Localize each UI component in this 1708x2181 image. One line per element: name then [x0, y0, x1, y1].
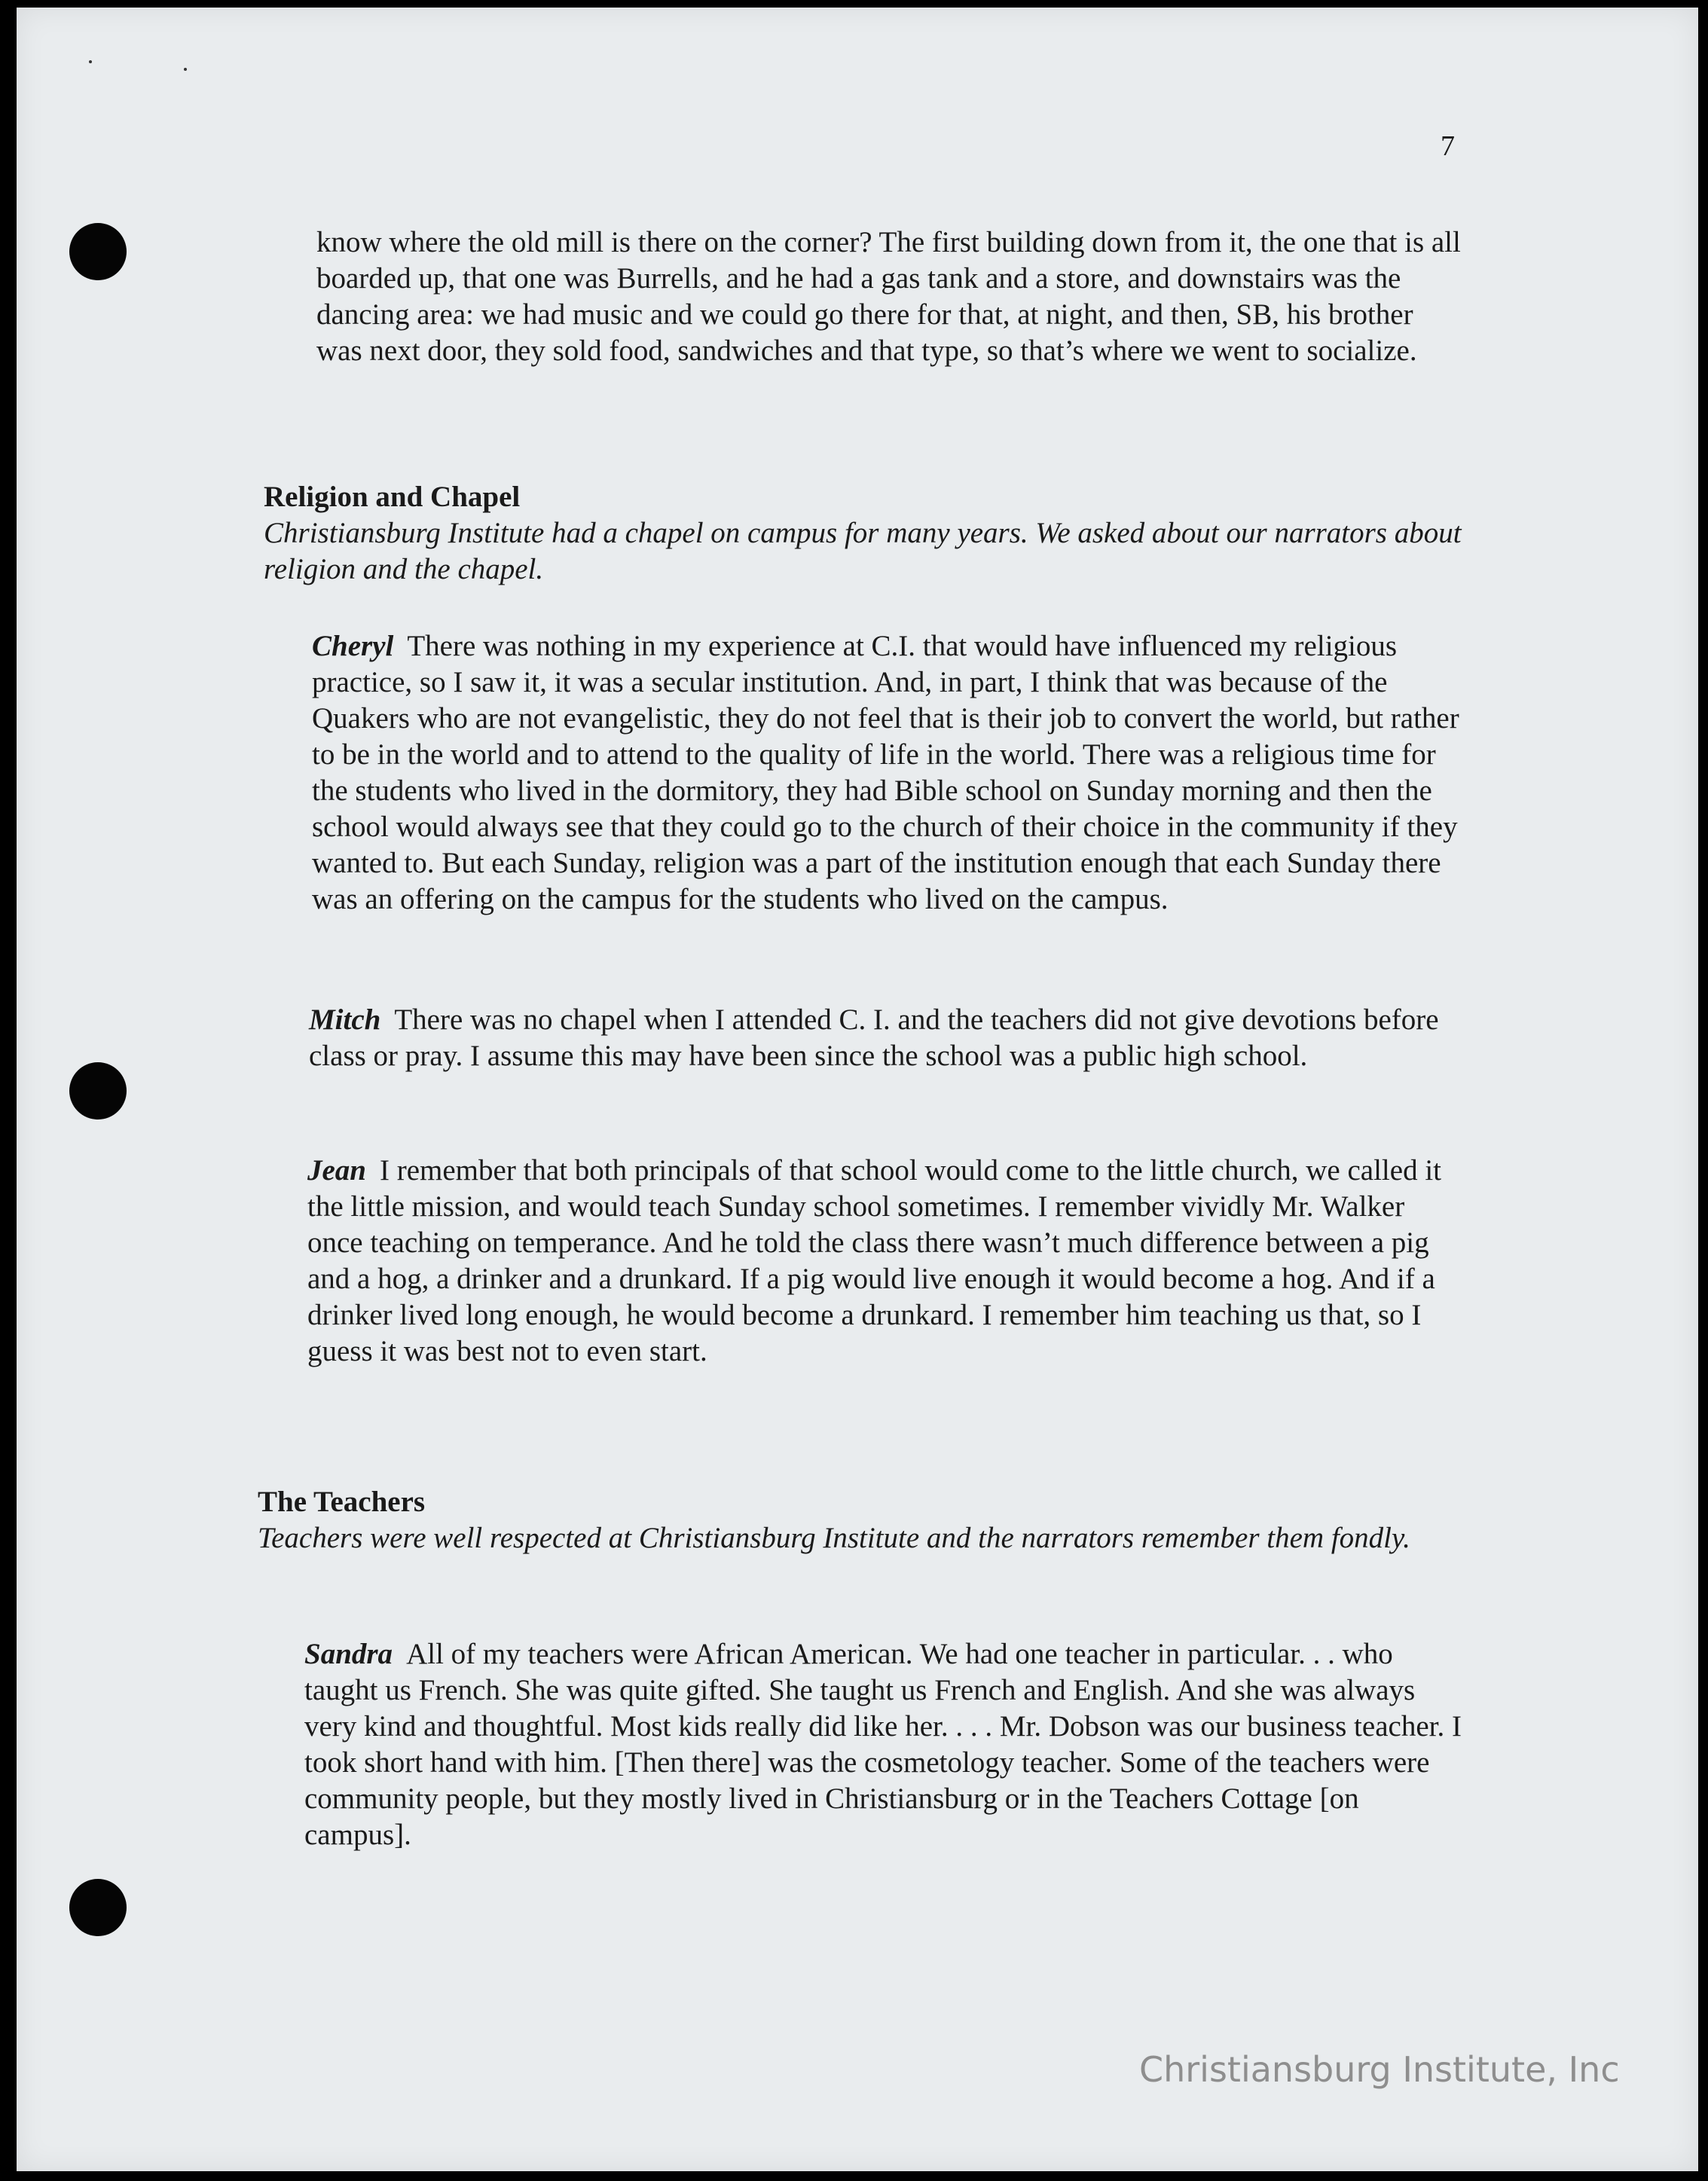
speaker-name: Mitch: [309, 1003, 381, 1036]
speaker-name: Jean: [307, 1154, 366, 1187]
watermark: Christiansburg Institute, Inc: [1139, 2049, 1620, 2090]
dust-speck: [89, 60, 92, 63]
quote-text: There was no chapel when I attended C. I. and the teachers did not give devotions before class or pray. I assume this may have been since the school was a public high school.: [309, 1003, 1439, 1072]
punch-hole-middle: [69, 1062, 127, 1120]
quote-block: [304, 1636, 1462, 1853]
quote-text: All of my teachers were African American. We had one teacher in particular. . . who taught us French. She was quite gifted. She taught us French and English. And she was always very kind and thoughtful. Most kids really did like her. . . . Mr. Dobson was our business teacher. I took short hand with him. [Then there] was the cosmetology teacher. Some of the teachers were community people, but they mostly lived in Christiansburg or in the Teachers Cottage [on campus].: [304, 1638, 1462, 1851]
speaker-name: Sandra: [304, 1638, 393, 1670]
speaker-name: Cheryl: [312, 630, 394, 662]
section-intro: Christiansburg Institute had a chapel on campus for many years. We asked about our narrators about religion and the chapel.: [264, 517, 1462, 585]
document-page: [17, 8, 1698, 2171]
quote-block: [312, 628, 1462, 918]
quote-paragraph: [312, 628, 1462, 918]
quote-text: There was nothing in my experience at C.I. that would have influenced my religious practice, so I saw it, it was a secular institution. And, in part, I think that was because of the Quakers who are not evangelistic, they do not feel that is their job to convert the world, but rather to be in the world and to attend to the quality of life in the world. There was a religious time for the students who lived in the dormitory, they had Bible school on Sunday morning and then the school would always see that they could go to the church of their choice in the community if they wanted to. But each Sunday, religion was a part of the institution enough that each Sunday there was an offering on the campus for the students who lived on the campus.: [312, 630, 1459, 915]
quote-text: I remember that both principals of that school would come to the little church, we called it the little mission, and would teach Sunday school sometimes. I remember vividly Mr. Walker once teaching on temperance. And he told the class there wasn’t much difference between a pig and a hog, a drinker and a drunkard. If a pig would live enough it would become a hog. And if a drinker lived long enough, he would become a drunkard. I remember him teaching us that, so I guess it was best not to even start.: [307, 1154, 1441, 1367]
section-religion-header: [264, 479, 1462, 588]
opening-paragraph-block: [316, 225, 1462, 369]
section-teachers-header: [258, 1484, 1462, 1556]
section-heading: The Teachers: [258, 1486, 426, 1518]
punch-hole-bottom: [69, 1879, 127, 1936]
page-number: 7: [1441, 130, 1455, 162]
section-heading: Religion and Chapel: [264, 481, 521, 513]
punch-hole-top: [69, 223, 127, 280]
quote-paragraph: [309, 1002, 1462, 1074]
quote-block: [309, 1002, 1462, 1074]
section-intro: Teachers were well respected at Christiansburg Institute and the narrators remember them fondly.: [258, 1522, 1410, 1554]
quote-block: [307, 1153, 1462, 1370]
quote-paragraph: [307, 1153, 1462, 1370]
opening-paragraph: know where the old mill is there on the corner? The first building down from it, the one that is all boarded up, that one was Burrells, and he had a gas tank and a store, and downstairs was the dancing area: we had music and we could go there for that, at night, and then, SB, his brother was next door, they sold food, sandwiches and that type, so that’s where we went to socialize.: [316, 226, 1461, 367]
quote-paragraph: [304, 1636, 1462, 1853]
dust-speck: [184, 68, 187, 71]
